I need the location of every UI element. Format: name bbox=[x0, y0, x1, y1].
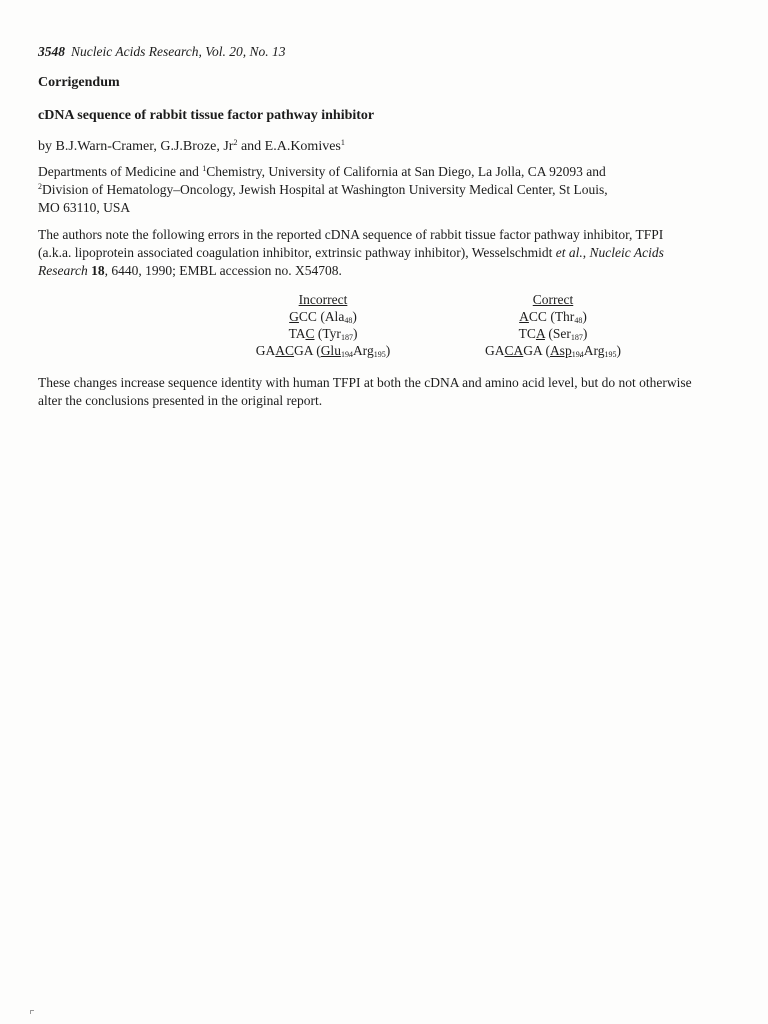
sequence-row: GCC (Ala$_{48}$) bbox=[289, 309, 357, 325]
sequence-row: TCA (Ser$_{187}$) bbox=[518, 326, 588, 342]
journal-citation: Nucleic Acids Research, Vol. 20, No. 13 bbox=[71, 44, 286, 59]
closing-paragraph: These changes increase sequence identity with human TFPI at both the cDNA and amino acid level, but do not otherwise alter the conclusions presented in the original report. bbox=[38, 375, 692, 408]
sequence-row: ACC (Thr$_{48}$) bbox=[519, 309, 587, 325]
incorrect-column bbox=[233, 291, 413, 359]
incorrect-header: Incorrect bbox=[298, 292, 348, 307]
affiliations bbox=[38, 163, 710, 217]
page-number: 3548 bbox=[38, 44, 65, 59]
sequence-row: GACAGA (Asp$_{194}$Arg$_{195}$) bbox=[485, 343, 621, 359]
author-line: by B.J.Warn-Cramer, G.J.Broze, Jr$^2$ and E.A.Komives$^1$ bbox=[38, 138, 345, 154]
intro-paragraph: The authors note the following errors in the reported cDNA sequence of rabbit tissue factor pathway inhibitor, TFPI (a.k.a. lipoprotein associated coagulation inhibitor, extrinsic pathway inhibitor), Wesselschmidt et al., Nucleic Acids Research 18, 6440, 1990; EMBL accession no. X54708. bbox=[38, 227, 664, 278]
correct-header: Correct bbox=[532, 292, 574, 307]
correct-column bbox=[448, 291, 658, 359]
sequence-row: GAACGA (Glu$_{194}$Arg$_{195}$) bbox=[255, 343, 391, 359]
sequence-row: TAC (Tyr$_{187}$) bbox=[288, 326, 358, 342]
scan-corner-mark bbox=[30, 1010, 34, 1014]
section-heading: Corrigendum bbox=[38, 75, 120, 90]
affiliation-line: $^2$Division of Hematology–Oncology, Jewish Hospital at Washington University Medical Center, St Louis, bbox=[38, 182, 608, 197]
affiliation-line: Departments of Medicine and $^1$Chemistry, University of California at San Diego, La Jolla, CA 92093 and bbox=[38, 164, 606, 179]
affiliation-line: MO 63110, USA bbox=[38, 200, 131, 215]
article-title: cDNA sequence of rabbit tissue factor pathway inhibitor bbox=[38, 108, 375, 123]
running-header bbox=[38, 44, 285, 60]
